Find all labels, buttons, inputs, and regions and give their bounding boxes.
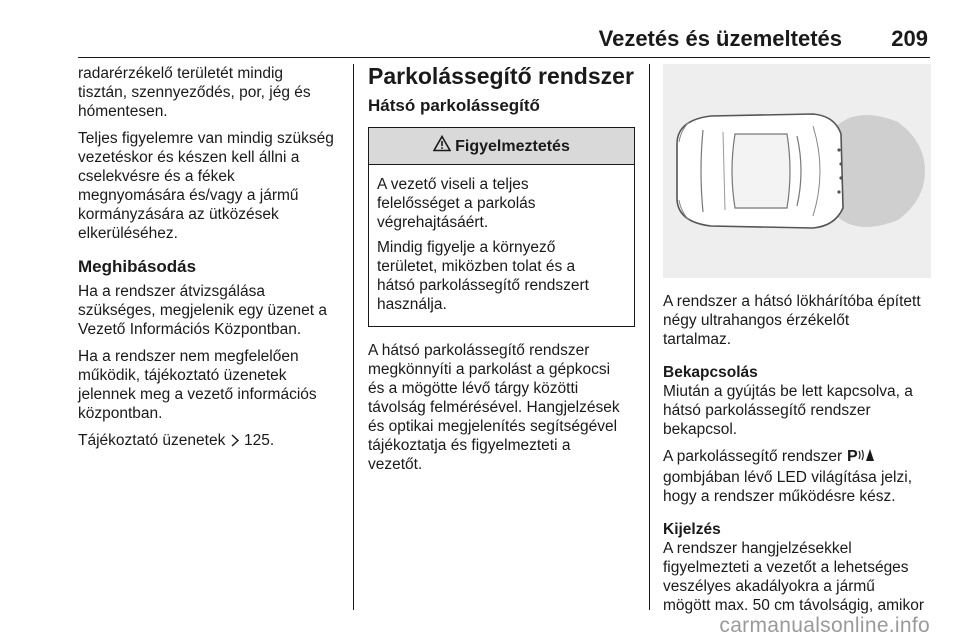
text-line: hogy a rendszer működésre kész. (663, 488, 896, 505)
text-line: cselekvésre és a fékek (78, 168, 235, 185)
text-line: elkerüléséhez. (78, 225, 178, 242)
text-line: felelősséget a parkolás (377, 195, 536, 212)
text-line: Vezető Információs Központban. (78, 321, 302, 338)
text-line: megkönnyíti a parkolást a gépkocsi (368, 361, 611, 378)
column-middle (368, 64, 636, 482)
text-line: megnyomására és/vagy a jármű (78, 187, 299, 204)
text-line: jelennek meg a vezető információs (78, 386, 317, 403)
page-header (78, 22, 930, 52)
text-line: veszélyes akadályokra a jármű (663, 578, 875, 595)
heading-malfunction: Meghibásodás (78, 257, 197, 276)
car-icon (677, 114, 843, 228)
text-line: hátsó parkolássegítő rendszert (377, 277, 589, 294)
heading-activation: Bekapcsolás (663, 364, 758, 381)
text-line: Mindig figyelje a környező (377, 239, 556, 256)
text-line: Teljes figyelemre van mindig szükség (78, 130, 334, 147)
header-rule (78, 57, 930, 58)
text-line: vezetéskor és készen kell állni a (78, 149, 300, 166)
reference-page-link[interactable]: 125. (243, 432, 275, 449)
warning-triangle-icon (433, 135, 451, 157)
text-line: tájékoztatja és figyelmezteti a (368, 437, 571, 454)
text-line: mögött max. 50 cm távolságig, amikor (663, 597, 925, 614)
paragraph (78, 282, 346, 339)
text-line: távolság felmérésével. Hangjelzések (368, 399, 620, 416)
heading-display: Kijelzés (663, 521, 721, 538)
column-divider (353, 64, 354, 610)
column-divider (649, 64, 650, 610)
text-line: A rendszer hangjelzésekkel (663, 540, 852, 557)
text-line: Ha a rendszer átvizsgálása (78, 283, 265, 300)
paragraph (663, 539, 931, 615)
text-line: A vezető viseli a teljes (377, 176, 529, 193)
text-line: bekapcsol. (663, 421, 738, 438)
paragraph-reference (78, 431, 346, 452)
caption (663, 292, 931, 349)
text-line: területet, miközben tolat és a (377, 258, 576, 275)
svg-text:P: P (846, 448, 858, 463)
paragraph (377, 175, 626, 232)
warning-title: Figyelmeztetés (455, 137, 570, 155)
text-line: tartalmaz. (663, 331, 732, 348)
column-right (663, 64, 931, 623)
text-line: tisztán, szennyeződés, por, jég és (78, 84, 311, 101)
text-line: működik, tájékoztató üzenetek (78, 367, 287, 384)
paragraph (663, 382, 931, 439)
watermark: carmanualsonline.info (719, 614, 930, 637)
header-title: Vezetés és üzemeltetés (598, 26, 842, 51)
text-line: Miután a gyújtás be lett kapcsolva, a (663, 383, 913, 400)
text-line: és a mögötte lévő tárgy közötti (368, 380, 579, 397)
car-sensor-illustration (663, 64, 931, 278)
paragraph (78, 347, 346, 423)
text-line: hátsó parkolássegítő rendszer (663, 402, 871, 419)
text-line: és optikai megjelenítés segítségével (368, 418, 618, 435)
text-line: használja. (377, 296, 447, 313)
text-line: A rendszer a hátsó lökhárítóba épített (663, 293, 921, 310)
text-line: kormányzására az ütközések (78, 206, 279, 223)
warning-body (369, 165, 634, 326)
text-line: végrehajtásáért. (377, 214, 489, 231)
section-title: Parkolássegítő rendszer (368, 63, 634, 89)
paragraph (663, 447, 931, 506)
led-line-text: A parkolássegítő rendszer (663, 448, 843, 465)
text-line (663, 447, 931, 468)
text-line: vezetőt. (368, 456, 423, 473)
warning-box (368, 127, 635, 327)
paragraph (377, 238, 626, 314)
column-left (78, 64, 346, 460)
paragraph (78, 64, 346, 121)
text-line: központban. (78, 405, 163, 422)
text-line: szükséges, megjelenik egy üzenet a (78, 302, 328, 319)
arrow-reference-icon[interactable] (230, 433, 240, 452)
text-line: radarérzékelő területét mindig (78, 65, 284, 82)
page-number: 209 (891, 26, 928, 51)
subsection-title: Hátsó parkolássegítő (368, 96, 540, 115)
text-line: gombjában lévő LED világítása jelzi, (663, 469, 912, 486)
warning-header (369, 128, 634, 165)
paragraph (78, 129, 346, 243)
text-line: négy ultrahangos érzékelőt (663, 312, 850, 329)
text-line: figyelmezteti a vezetőt a lehetséges (663, 559, 909, 576)
parking-assist-button-icon (847, 447, 875, 468)
text-line: hómentesen. (78, 103, 168, 120)
paragraph (368, 341, 636, 474)
reference-text: Tájékoztató üzenetek (78, 432, 226, 449)
text-line: Ha a rendszer nem megfelelően (78, 348, 299, 365)
text-line: A hátsó parkolássegítő rendszer (368, 342, 590, 359)
